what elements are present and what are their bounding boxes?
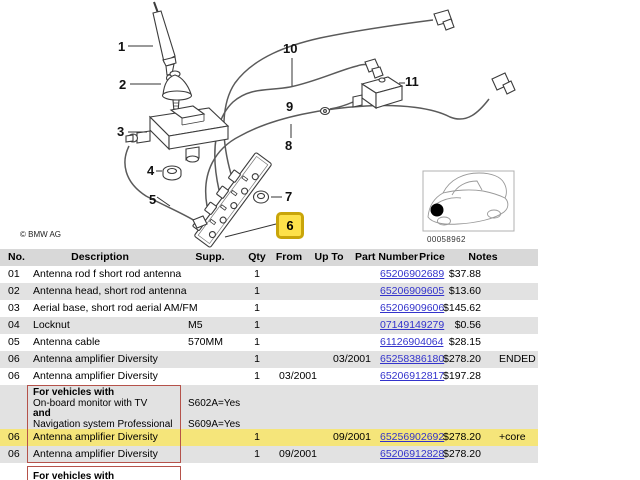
locknut: [163, 166, 181, 180]
table-row-highlighted: [0, 429, 538, 446]
callout-3[interactable]: 3: [117, 124, 125, 139]
callout-4[interactable]: 4: [147, 163, 155, 178]
part-number-link[interactable]: 61126904064: [380, 336, 444, 348]
cell-description: Antenna amplifier Diversity: [33, 353, 158, 365]
cell-from: [259, 317, 317, 334]
cell-supp: M5: [188, 319, 203, 331]
cell-from: [259, 334, 317, 351]
cell-description: Aerial base, short rod aerial AM/FM: [33, 302, 198, 314]
header-supp: Supp.: [195, 251, 225, 263]
cell-from: 09/2001: [279, 448, 317, 460]
cell-price: $37.88: [448, 268, 481, 280]
cell-description: Antenna amplifier Diversity: [33, 431, 158, 443]
part-number-link[interactable]: 65206912817: [380, 370, 445, 382]
cell-description: Antenna amplifier Diversity: [33, 370, 158, 382]
cell-no: 04: [8, 319, 20, 331]
table-header-row: [0, 249, 538, 266]
callout-6-highlighted[interactable]: 6: [276, 212, 304, 239]
parts-table: [0, 249, 538, 480]
grommet: [254, 191, 269, 203]
cell-from: [259, 429, 317, 446]
condition-code: S609A=Yes: [188, 418, 241, 430]
cell-from: [259, 266, 317, 283]
part-number-link[interactable]: 65256902692: [380, 431, 445, 443]
cell-notes: +core: [499, 431, 526, 443]
callout-7[interactable]: 7: [285, 189, 293, 204]
cell-no: 03: [8, 302, 20, 314]
header-part-number: Part Number: [355, 251, 419, 263]
part-number-link[interactable]: 65206909606: [380, 302, 445, 314]
header-description: Description: [71, 251, 129, 263]
condition-code: S602A=Yes: [188, 397, 241, 409]
cell-qty: 1: [254, 336, 260, 348]
header-no: No.: [8, 251, 25, 263]
cell-upto: [317, 300, 371, 317]
cell-description: Antenna cable: [33, 336, 101, 348]
cell-qty: 1: [254, 431, 260, 443]
part-number-link[interactable]: 07149149279: [380, 319, 445, 331]
cell-qty: 1: [254, 302, 260, 314]
conditions-block-2: [0, 467, 538, 480]
callout-8[interactable]: 8: [285, 138, 293, 153]
cell-qty: 1: [254, 448, 260, 460]
cell-price: $278.20: [443, 431, 481, 443]
condition-line: Navigation system Professional: [33, 418, 173, 430]
cell-upto: [317, 446, 371, 463]
car-thumbnail: [423, 171, 514, 231]
cell-upto: [317, 334, 371, 351]
cell-no: 06: [8, 448, 20, 460]
cell-from: [259, 351, 317, 368]
cell-price: $197.28: [443, 370, 481, 382]
condition-line: On-board monitor with TV: [33, 397, 148, 409]
cell-price: $28.15: [448, 336, 481, 348]
part-number-link[interactable]: 65206902689: [380, 268, 445, 280]
cable-connectors: [434, 10, 515, 94]
cell-description: Antenna head, short rod antenna: [33, 285, 187, 297]
cable-5: [125, 146, 195, 221]
cell-price: $0.56: [454, 319, 481, 331]
bmw-copyright: © BMW AG: [20, 230, 62, 239]
cell-no: 05: [8, 336, 20, 348]
cell-price: $278.20: [443, 448, 481, 460]
cell-description: Antenna amplifier Diversity: [33, 448, 158, 460]
callout-10[interactable]: 10: [283, 41, 298, 56]
callout-9[interactable]: 9: [286, 99, 294, 114]
condition-line: For vehicles with: [33, 471, 115, 480]
conditions-block-1: [0, 385, 538, 429]
part-number-link[interactable]: 65258386180: [380, 353, 445, 365]
cell-description: Antenna rod f short rod antenna: [33, 268, 182, 280]
cell-from: 03/2001: [279, 370, 317, 382]
table-row: [0, 300, 538, 317]
antenna-rod: [153, 2, 176, 81]
cell-notes: ENDED: [499, 353, 536, 365]
header-notes: Notes: [468, 251, 498, 263]
aerial-base: [126, 106, 228, 162]
cell-price: $278.20: [443, 353, 481, 365]
cell-no: 06: [8, 431, 20, 443]
cell-price: $145.62: [443, 302, 481, 314]
header-price: Price: [419, 251, 445, 263]
cell-upto: [317, 283, 371, 300]
cell-from: [259, 300, 317, 317]
cell-upto: 09/2001: [333, 431, 371, 443]
cell-supp: 570MM: [188, 336, 224, 348]
table-row: [0, 351, 538, 368]
cell-upto: 03/2001: [333, 353, 371, 365]
callout-11[interactable]: 11: [405, 74, 419, 89]
condition-line: For vehicles with: [33, 387, 115, 398]
part-number-link[interactable]: 65206912828: [380, 448, 445, 460]
cell-upto: [317, 368, 371, 385]
cell-qty: 1: [254, 370, 260, 382]
header-qty: Qty: [248, 251, 266, 263]
cell-from: [259, 283, 317, 300]
cell-qty: 1: [254, 268, 260, 280]
cell-qty: 1: [254, 319, 260, 331]
table-row: [0, 368, 538, 385]
header-upto: Up To: [314, 251, 344, 263]
diagram-image-number: 00058962: [427, 235, 466, 244]
table-row: [0, 266, 538, 283]
cell-upto: [317, 266, 371, 283]
table-row: [0, 317, 538, 334]
condition-line: and: [33, 408, 51, 419]
header-from: From: [275, 251, 303, 263]
location-dot: [431, 204, 444, 217]
callout-2[interactable]: 2: [119, 77, 127, 92]
cell-no: 01: [8, 268, 20, 280]
cell-qty: 1: [254, 353, 260, 365]
callout-5[interactable]: 5: [149, 192, 157, 207]
cell-no: 02: [8, 285, 20, 297]
part-number-link[interactable]: 65206909605: [380, 285, 445, 297]
cell-no: 06: [8, 370, 20, 382]
cell-price: $13.60: [448, 285, 481, 297]
table-row: [0, 334, 538, 351]
cell-description: Locknut: [33, 319, 70, 331]
callout-1[interactable]: 1: [118, 39, 126, 54]
table-row: [0, 283, 538, 300]
cell-no: 06: [8, 353, 20, 365]
cell-qty: 1: [254, 285, 260, 297]
cell-upto: [317, 317, 371, 334]
table-row: [0, 446, 538, 463]
